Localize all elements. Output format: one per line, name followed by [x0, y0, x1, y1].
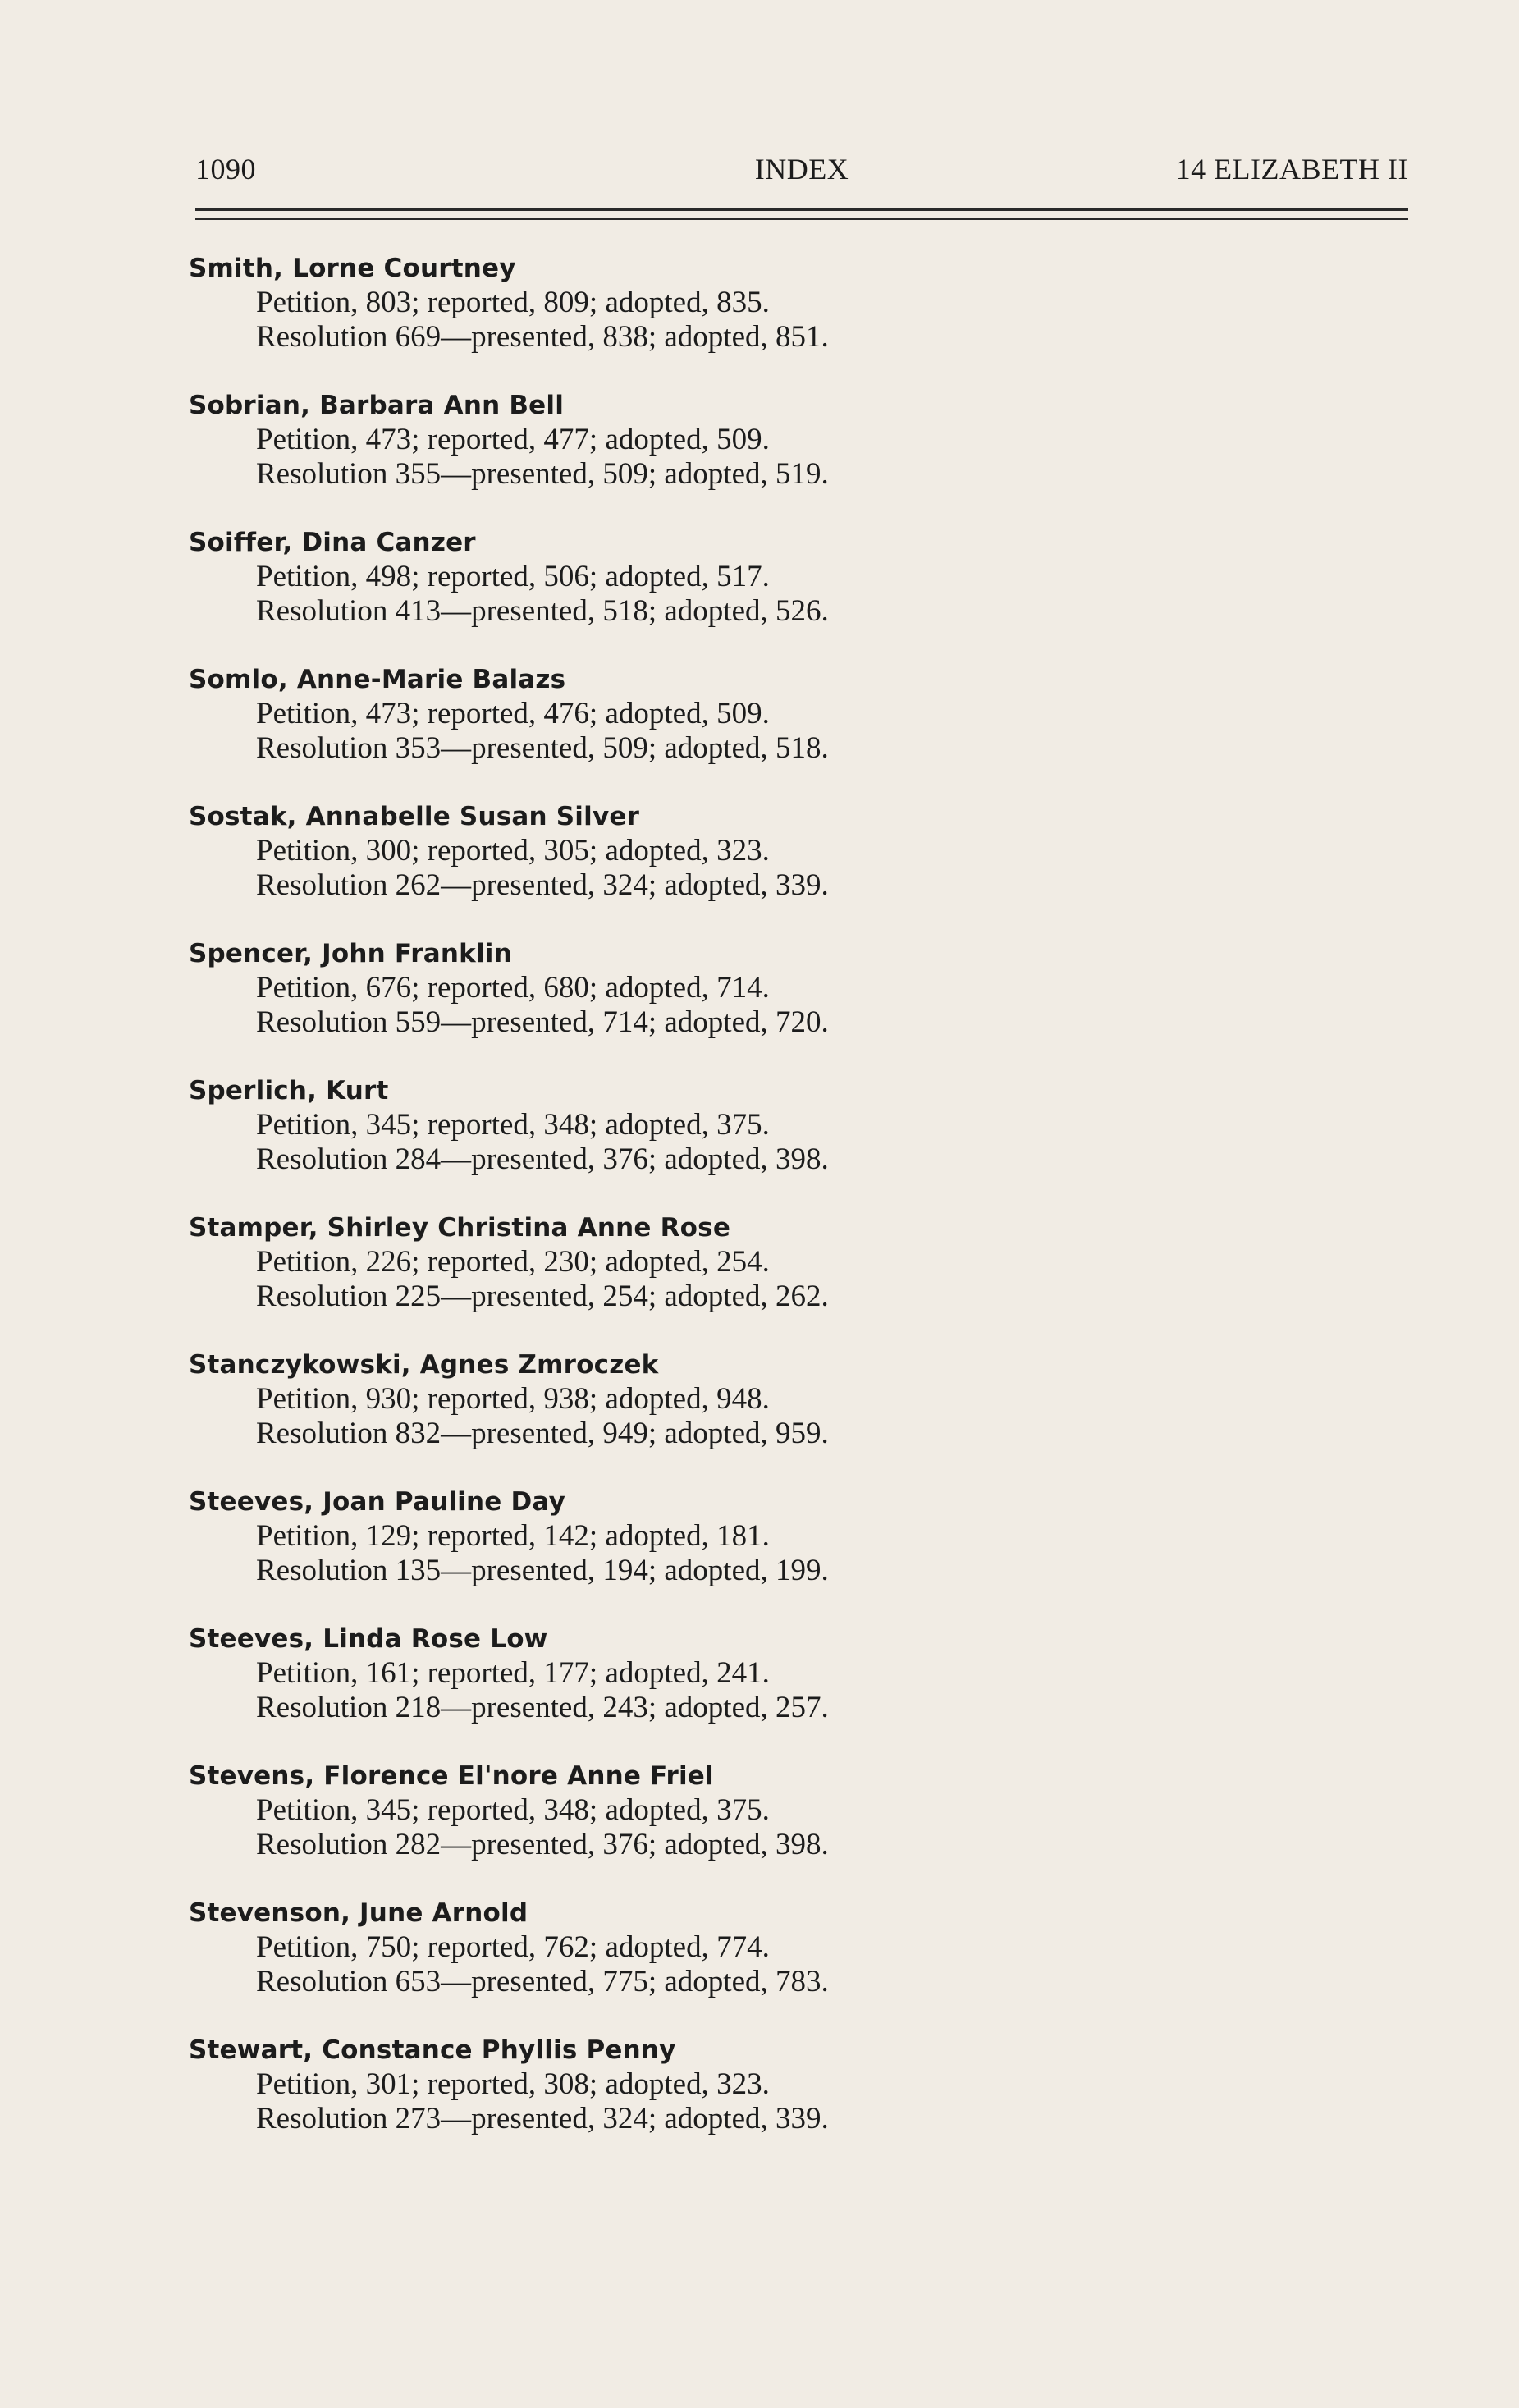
entry-petition: Petition, 930; reported, 938; adopted, 948.: [256, 1382, 770, 1416]
index-entry: [189, 1485, 1091, 1588]
index-entry: [189, 1348, 1091, 1451]
index-entry: [189, 799, 1091, 903]
index-entry: [189, 662, 1091, 766]
index-entry: [189, 1074, 1091, 1177]
index-entry: [189, 1896, 1091, 1999]
entry-resolution: Resolution 284—presented, 376; adopted, 398.: [256, 1142, 829, 1176]
entry-petition: Petition, 473; reported, 477; adopted, 509.: [256, 423, 770, 456]
entry-petition: Petition, 301; reported, 308; adopted, 323.: [256, 2067, 770, 2101]
entry-name: Somlo, Anne-Marie Balazs: [189, 665, 566, 694]
entry-name: Steeves, Linda Rose Low: [189, 1624, 548, 1654]
index-entry: [189, 388, 1091, 492]
entry-resolution: Resolution 413—presented, 518; adopted, 526.: [256, 594, 829, 628]
page-number: 1090: [195, 153, 256, 185]
entry-resolution: Resolution 218—presented, 243; adopted, 257.: [256, 1691, 829, 1724]
entry-resolution: Resolution 355—presented, 509; adopted, 519.: [256, 457, 829, 491]
index-entry: [189, 2033, 1091, 2136]
entry-petition: Petition, 473; reported, 476; adopted, 509.: [256, 697, 770, 730]
entry-resolution: Resolution 273—presented, 324; adopted, 339.: [256, 2102, 829, 2136]
index-entry: [189, 1211, 1091, 1314]
entry-resolution: Resolution 669—presented, 838; adopted, 851.: [256, 320, 829, 354]
entry-name: Stewart, Constance Phyllis Penny: [189, 2035, 676, 2065]
entry-resolution: Resolution 225—presented, 254; adopted, 262.: [256, 1280, 829, 1313]
entry-name: Stevens, Florence El'nore Anne Friel: [189, 1761, 714, 1791]
entry-resolution: Resolution 653—presented, 775; adopted, 783.: [256, 1965, 829, 1998]
entry-name: Soiffer, Dina Canzer: [189, 528, 476, 557]
entry-petition: Petition, 161; reported, 177; adopted, 241.: [256, 1656, 770, 1690]
entry-name: Steeves, Joan Pauline Day: [189, 1487, 565, 1517]
entry-petition: Petition, 803; reported, 809; adopted, 835.: [256, 286, 770, 319]
entry-petition: Petition, 129; reported, 142; adopted, 181.: [256, 1519, 770, 1553]
index-entry: [189, 1622, 1091, 1725]
header-rule-top: [195, 208, 1408, 211]
entry-resolution: Resolution 559—presented, 714; adopted, 720.: [256, 1005, 829, 1039]
entry-petition: Petition, 676; reported, 680; adopted, 714.: [256, 971, 770, 1005]
entry-petition: Petition, 750; reported, 762; adopted, 774.: [256, 1930, 770, 1964]
entry-resolution: Resolution 135—presented, 194; adopted, 199.: [256, 1554, 829, 1587]
entry-name: Stamper, Shirley Christina Anne Rose: [189, 1213, 731, 1243]
entry-name: Smith, Lorne Courtney: [189, 254, 516, 283]
index-entry: [189, 251, 1091, 355]
entry-petition: Petition, 226; reported, 230; adopted, 254.: [256, 1245, 770, 1279]
header-rule-bottom: [195, 218, 1408, 220]
running-title: INDEX: [754, 153, 849, 185]
entry-name: Sostak, Annabelle Susan Silver: [189, 802, 640, 831]
entry-petition: Petition, 498; reported, 506; adopted, 517.: [256, 560, 770, 593]
entry-resolution: Resolution 262—presented, 324; adopted, 339.: [256, 868, 829, 902]
volume-label: 14 ELIZABETH II: [1175, 153, 1408, 185]
index-entry: [189, 1759, 1091, 1862]
index-entry: [189, 525, 1091, 629]
entry-name: Stevenson, June Arnold: [189, 1898, 528, 1928]
entry-petition: Petition, 300; reported, 305; adopted, 323.: [256, 834, 770, 868]
entry-name: Sperlich, Kurt: [189, 1076, 389, 1106]
entry-petition: Petition, 345; reported, 348; adopted, 375.: [256, 1793, 770, 1827]
page-header: [195, 152, 1408, 193]
entry-name: Sobrian, Barbara Ann Bell: [189, 391, 565, 420]
entry-resolution: Resolution 282—presented, 376; adopted, 398.: [256, 1828, 829, 1861]
entry-resolution: Resolution 353—presented, 509; adopted, 518.: [256, 731, 829, 765]
entry-petition: Petition, 345; reported, 348; adopted, 375.: [256, 1108, 770, 1142]
entry-name: Stanczykowski, Agnes Zmroczek: [189, 1350, 659, 1380]
entry-name: Spencer, John Franklin: [189, 939, 512, 968]
entry-resolution: Resolution 832—presented, 949; adopted, 959.: [256, 1417, 829, 1450]
index-entry: [189, 936, 1091, 1040]
